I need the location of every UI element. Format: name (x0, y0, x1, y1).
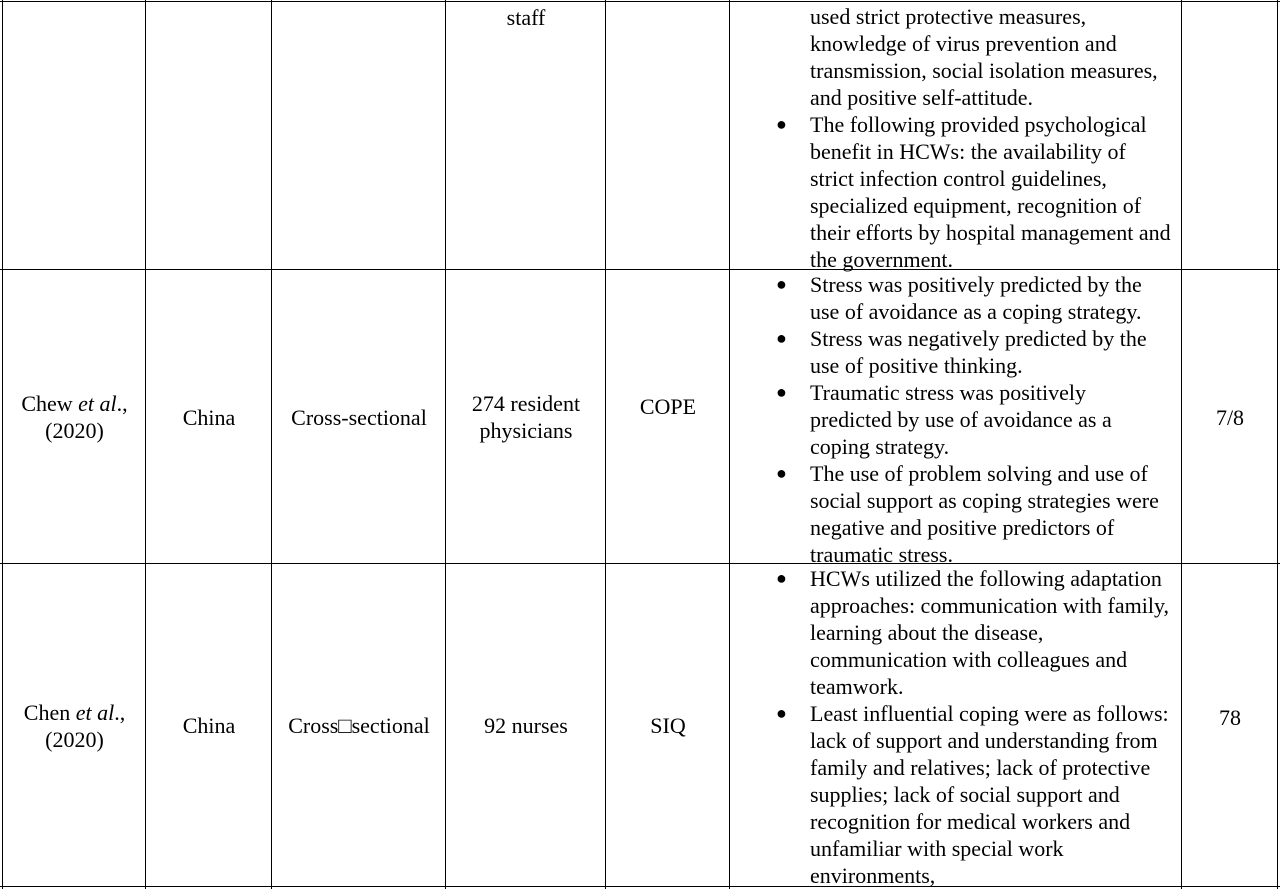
row1-score: 7/8 (1215, 404, 1245, 430)
bullet-icon: ● (776, 463, 787, 483)
row0-sample: staff (506, 5, 546, 30)
bullet-icon: ● (776, 274, 787, 294)
row1-author: Chew et al., (2020) (21, 391, 128, 443)
row0-findings (730, 3, 1182, 273)
row1-instrument: COPE (639, 393, 697, 419)
row2-finding-1: ● HCWs utilized the following adaptation approaches: communication with family, learning about the disease, communication with colleagues and teamwork. (776, 566, 1170, 699)
bullet-icon: ● (776, 382, 787, 402)
row1-finding-2: ● Stress was negatively predicted by the use of positive thinking. (776, 326, 1147, 378)
row0-finding-1: ● The following provided psychological benefit in HCWs: the availability of strict infection control guidelines, specialized equipment, recognition of their efforts by hospital management and the government. (776, 112, 1171, 272)
row1-design: Cross-sectional (291, 404, 427, 430)
bullet-icon: ● (776, 114, 787, 134)
row0-findings-continued: used strict protective measures, knowledge of virus prevention and transmission, social isolation measures, and positive self-attitude. (810, 4, 1158, 110)
row1-country: China (182, 404, 236, 430)
row2-country: China (182, 713, 236, 738)
row2-design: Cross□sectional (288, 713, 430, 738)
row1-finding-1: ● Stress was positively predicted by the use of avoidance as a coping strategy. (776, 272, 1142, 324)
row2-findings (730, 565, 1182, 889)
row1-finding-3: ● Traumatic stress was positively predicted by use of avoidance as a coping strategy. (776, 380, 1112, 459)
row2-finding-2: ● Least influential coping were as follows: lack of support and understanding from family and relatives; lack of protective supplies; lack of social support and recognition for medical workers and unfamiliar with special work environments, (776, 701, 1169, 888)
row2-instrument: SIQ (650, 713, 686, 738)
row2-sample: 92 nurses (484, 713, 568, 738)
row2-score: 78 (1219, 705, 1241, 730)
row2-author: Chen et al., (2020) (23, 699, 126, 752)
bullet-icon: ● (776, 328, 787, 348)
bullet-icon: ● (776, 703, 787, 723)
row1-finding-4: ● The use of problem solving and use of social support as coping strategies were negative and positive predictors of traumatic stress. (776, 461, 1159, 567)
row1-findings (730, 271, 1182, 568)
row1-sample: 274 resident physicians (471, 391, 581, 443)
bullet-icon: ● (776, 568, 787, 588)
